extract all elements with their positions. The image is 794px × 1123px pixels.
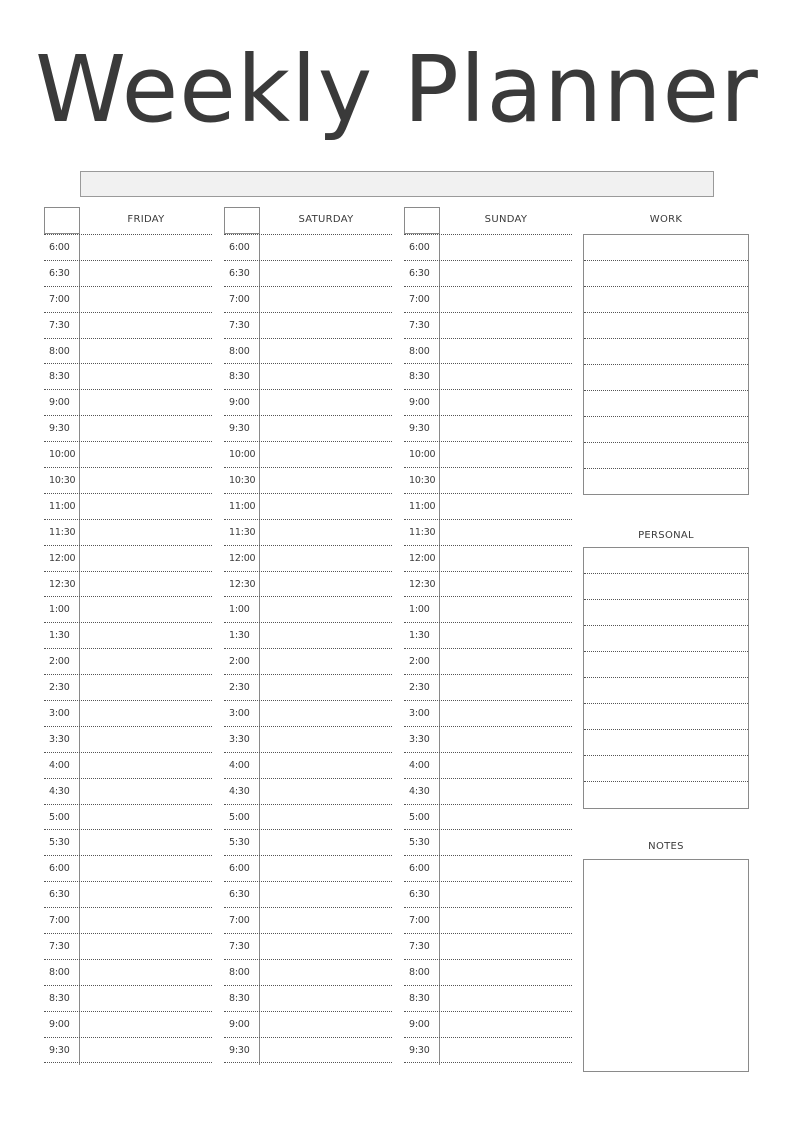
time-label: 4:30 [229,785,250,797]
time-slot[interactable] [44,648,212,674]
day-name: FRIDAY [127,214,165,225]
time-label: 7:00 [409,915,430,927]
time-slot[interactable] [224,622,392,648]
time-slot[interactable] [44,752,212,778]
writing-line[interactable] [584,287,748,313]
time-slot[interactable] [224,571,392,597]
time-slot[interactable] [44,286,212,312]
time-label: 6:00 [49,863,70,875]
time-slots [44,234,212,1063]
time-label: 9:00 [49,397,70,409]
time-label: 7:00 [229,915,250,927]
time-slot[interactable] [44,985,212,1011]
time-slot[interactable] [224,778,392,804]
time-label: 4:30 [409,785,430,797]
time-label: 9:30 [49,1044,70,1056]
time-label: 11:00 [229,500,256,512]
time-slot[interactable] [44,415,212,441]
time-slot[interactable] [44,338,212,364]
time-slot[interactable] [404,234,572,260]
time-slots [224,234,392,1063]
day-checkbox[interactable] [44,207,80,234]
time-slot[interactable] [404,829,572,855]
time-slot[interactable] [44,596,212,622]
time-label: 8:00 [49,966,70,978]
time-slot[interactable] [224,881,392,907]
time-slot[interactable] [224,726,392,752]
time-slot[interactable] [44,881,212,907]
time-slot[interactable] [404,778,572,804]
time-label: 8:30 [49,371,70,383]
day-column-friday [44,207,212,1067]
time-slot[interactable] [44,726,212,752]
time-label: 12:30 [229,578,256,590]
time-slot[interactable] [224,441,392,467]
time-slot[interactable] [224,855,392,881]
time-label: 8:30 [409,992,430,1004]
time-slot[interactable] [404,493,572,519]
time-label: 3:30 [49,733,70,745]
writing-line[interactable] [584,704,748,730]
time-slot[interactable] [404,596,572,622]
time-slots [404,234,572,1063]
time-label: 11:30 [229,526,256,538]
time-slot[interactable] [404,674,572,700]
time-slot[interactable] [224,1011,392,1037]
time-label: 4:00 [409,759,430,771]
time-slot[interactable] [404,363,572,389]
time-slot[interactable] [404,1011,572,1037]
time-label: 6:00 [229,242,250,253]
day-column-saturday [224,207,392,1067]
time-label: 3:00 [409,708,430,720]
time-slot[interactable] [44,260,212,286]
time-slot[interactable] [224,907,392,933]
time-label: 9:00 [229,397,250,409]
time-label: 11:00 [409,500,436,512]
time-label: 6:00 [409,242,430,253]
time-slot[interactable] [404,312,572,338]
time-label: 4:30 [49,785,70,797]
time-slot[interactable] [44,959,212,985]
time-label: 12:00 [409,552,436,564]
writing-line[interactable] [584,574,748,600]
time-label: 8:00 [229,966,250,978]
time-label: 7:30 [229,941,250,953]
time-slot[interactable] [224,648,392,674]
time-slot[interactable] [224,312,392,338]
time-slot[interactable] [224,829,392,855]
time-label: 3:30 [409,733,430,745]
personal-label: PERSONAL [638,530,694,541]
personal-box[interactable] [583,547,749,809]
time-label: 8:00 [409,345,430,357]
time-label: 11:30 [49,526,76,538]
writing-line[interactable] [584,652,748,678]
time-slot[interactable] [404,959,572,985]
writing-line[interactable] [584,313,748,339]
notes-box[interactable] [583,859,749,1072]
time-slot[interactable] [404,467,572,493]
writing-line[interactable] [584,730,748,756]
writing-line[interactable] [584,417,748,443]
time-label: 11:30 [409,526,436,538]
time-label: 12:00 [49,552,76,564]
time-slot[interactable] [44,855,212,881]
time-label: 5:00 [229,811,250,823]
time-label: 8:30 [229,992,250,1004]
time-label: 9:30 [49,423,70,435]
time-label: 7:30 [229,319,250,331]
time-label: 6:30 [229,267,250,279]
time-label: 2:00 [49,656,70,668]
notes-label: NOTES [648,841,684,852]
time-label: 6:30 [49,889,70,901]
time-slot[interactable] [44,363,212,389]
time-slot[interactable] [404,881,572,907]
time-label: 2:30 [49,682,70,694]
time-slot[interactable] [404,1037,572,1063]
writing-line[interactable] [584,600,748,626]
time-label: 6:30 [49,267,70,279]
time-slot[interactable] [224,363,392,389]
time-slot[interactable] [224,493,392,519]
time-slot[interactable] [404,907,572,933]
time-slot[interactable] [404,752,572,778]
time-label: 1:30 [49,630,70,642]
time-slot[interactable] [224,985,392,1011]
time-label: 12:30 [49,578,76,590]
day-name: SUNDAY [484,214,528,225]
writing-line[interactable] [584,782,748,808]
week-date-field[interactable] [80,171,714,197]
time-label: 1:00 [49,604,70,616]
time-slot[interactable] [44,1011,212,1037]
time-label: 7:30 [49,941,70,953]
writing-line[interactable] [584,391,748,417]
time-slot[interactable] [44,622,212,648]
day-column-sunday [404,207,572,1067]
time-slot[interactable] [404,286,572,312]
time-label: 7:00 [49,915,70,927]
time-slot[interactable] [404,700,572,726]
time-label: 5:30 [49,837,70,849]
time-label: 6:30 [409,889,430,901]
time-slot[interactable] [44,933,212,959]
writing-line[interactable] [584,339,748,365]
time-label: 12:00 [229,552,256,564]
time-label: 3:00 [49,708,70,720]
time-label: 9:00 [229,1018,250,1030]
time-slot[interactable] [44,441,212,467]
time-slot[interactable] [44,467,212,493]
time-label: 6:00 [49,242,70,253]
time-slot[interactable] [44,519,212,545]
time-slot[interactable] [224,959,392,985]
time-label: 7:00 [409,293,430,305]
time-slot[interactable] [44,389,212,415]
time-slot[interactable] [224,596,392,622]
time-label: 4:00 [229,759,250,771]
writing-line[interactable] [584,548,748,574]
time-slot[interactable] [404,338,572,364]
time-label: 10:30 [49,475,76,487]
time-slot[interactable] [404,571,572,597]
time-slot[interactable] [404,441,572,467]
time-slot[interactable] [404,648,572,674]
time-label: 5:00 [409,811,430,823]
time-slot[interactable] [224,752,392,778]
time-label: 6:00 [229,863,250,875]
time-slot[interactable] [404,260,572,286]
time-slot[interactable] [44,907,212,933]
time-slot[interactable] [44,778,212,804]
time-label: 7:30 [409,319,430,331]
writing-line[interactable] [584,365,748,391]
time-slot[interactable] [224,260,392,286]
time-label: 1:00 [229,604,250,616]
time-label: 11:00 [49,500,76,512]
time-slot[interactable] [404,933,572,959]
time-label: 8:00 [49,345,70,357]
time-slot[interactable] [224,234,392,260]
time-slot[interactable] [404,855,572,881]
time-label: 3:30 [229,733,250,745]
time-label: 9:30 [409,423,430,435]
time-label: 6:30 [229,889,250,901]
time-slot[interactable] [44,674,212,700]
time-slot[interactable] [44,493,212,519]
time-label: 2:30 [409,682,430,694]
time-slot[interactable] [44,312,212,338]
time-label: 12:30 [409,578,436,590]
writing-line[interactable] [584,626,748,652]
time-label: 8:00 [409,966,430,978]
time-slot[interactable] [224,286,392,312]
time-label: 1:30 [409,630,430,642]
time-label: 9:00 [409,1018,430,1030]
time-label: 5:30 [229,837,250,849]
time-label: 5:00 [49,811,70,823]
time-label: 9:30 [229,423,250,435]
time-label: 10:00 [409,449,436,461]
work-box[interactable] [583,234,749,495]
time-label: 2:00 [409,656,430,668]
time-label: 9:00 [49,1018,70,1030]
writing-line[interactable] [584,235,748,261]
time-label: 5:30 [409,837,430,849]
time-slot[interactable] [224,389,392,415]
time-slot[interactable] [224,338,392,364]
time-label: 10:00 [49,449,76,461]
time-slot[interactable] [404,622,572,648]
work-label: WORK [649,214,683,225]
time-slot[interactable] [44,571,212,597]
time-slot[interactable] [404,389,572,415]
time-slot[interactable] [224,804,392,830]
time-label: 9:30 [229,1044,250,1056]
time-slot[interactable] [224,700,392,726]
time-slot[interactable] [44,829,212,855]
writing-line[interactable] [584,678,748,704]
time-slot[interactable] [404,985,572,1011]
time-label: 10:30 [229,475,256,487]
time-slot[interactable] [404,415,572,441]
time-label: 10:00 [229,449,256,461]
time-label: 4:00 [49,759,70,771]
time-label: 2:00 [229,656,250,668]
time-label: 8:30 [409,371,430,383]
time-slot[interactable] [44,1037,212,1063]
writing-line[interactable] [584,469,748,495]
time-label: 1:30 [229,630,250,642]
time-label: 6:00 [409,863,430,875]
time-label: 7:30 [409,941,430,953]
writing-line[interactable] [584,443,748,469]
time-slot[interactable] [224,467,392,493]
time-slot[interactable] [404,519,572,545]
time-label: 8:30 [49,992,70,1004]
page-title: Weekly Planner [35,36,759,143]
time-label: 8:30 [229,371,250,383]
time-slot[interactable] [44,700,212,726]
time-label: 6:30 [409,267,430,279]
time-label: 10:30 [409,475,436,487]
time-slot[interactable] [224,519,392,545]
day-name: SATURDAY [298,214,354,225]
time-label: 3:00 [229,708,250,720]
time-label: 7:00 [229,293,250,305]
time-slot[interactable] [224,1037,392,1063]
time-label: 7:30 [49,319,70,331]
time-label: 2:30 [229,682,250,694]
writing-line[interactable] [584,261,748,287]
time-slot[interactable] [404,726,572,752]
day-checkbox[interactable] [404,207,440,234]
writing-line[interactable] [584,756,748,782]
time-slot[interactable] [224,545,392,571]
time-label: 1:00 [409,604,430,616]
time-label: 7:00 [49,293,70,305]
time-slot[interactable] [224,933,392,959]
time-slot[interactable] [44,234,212,260]
time-label: 8:00 [229,345,250,357]
time-slot[interactable] [404,804,572,830]
time-label: 9:00 [409,397,430,409]
time-slot[interactable] [44,545,212,571]
time-slot[interactable] [44,804,212,830]
time-label: 9:30 [409,1044,430,1056]
time-slot[interactable] [404,545,572,571]
time-slot[interactable] [224,415,392,441]
time-slot[interactable] [224,674,392,700]
day-checkbox[interactable] [224,207,260,234]
